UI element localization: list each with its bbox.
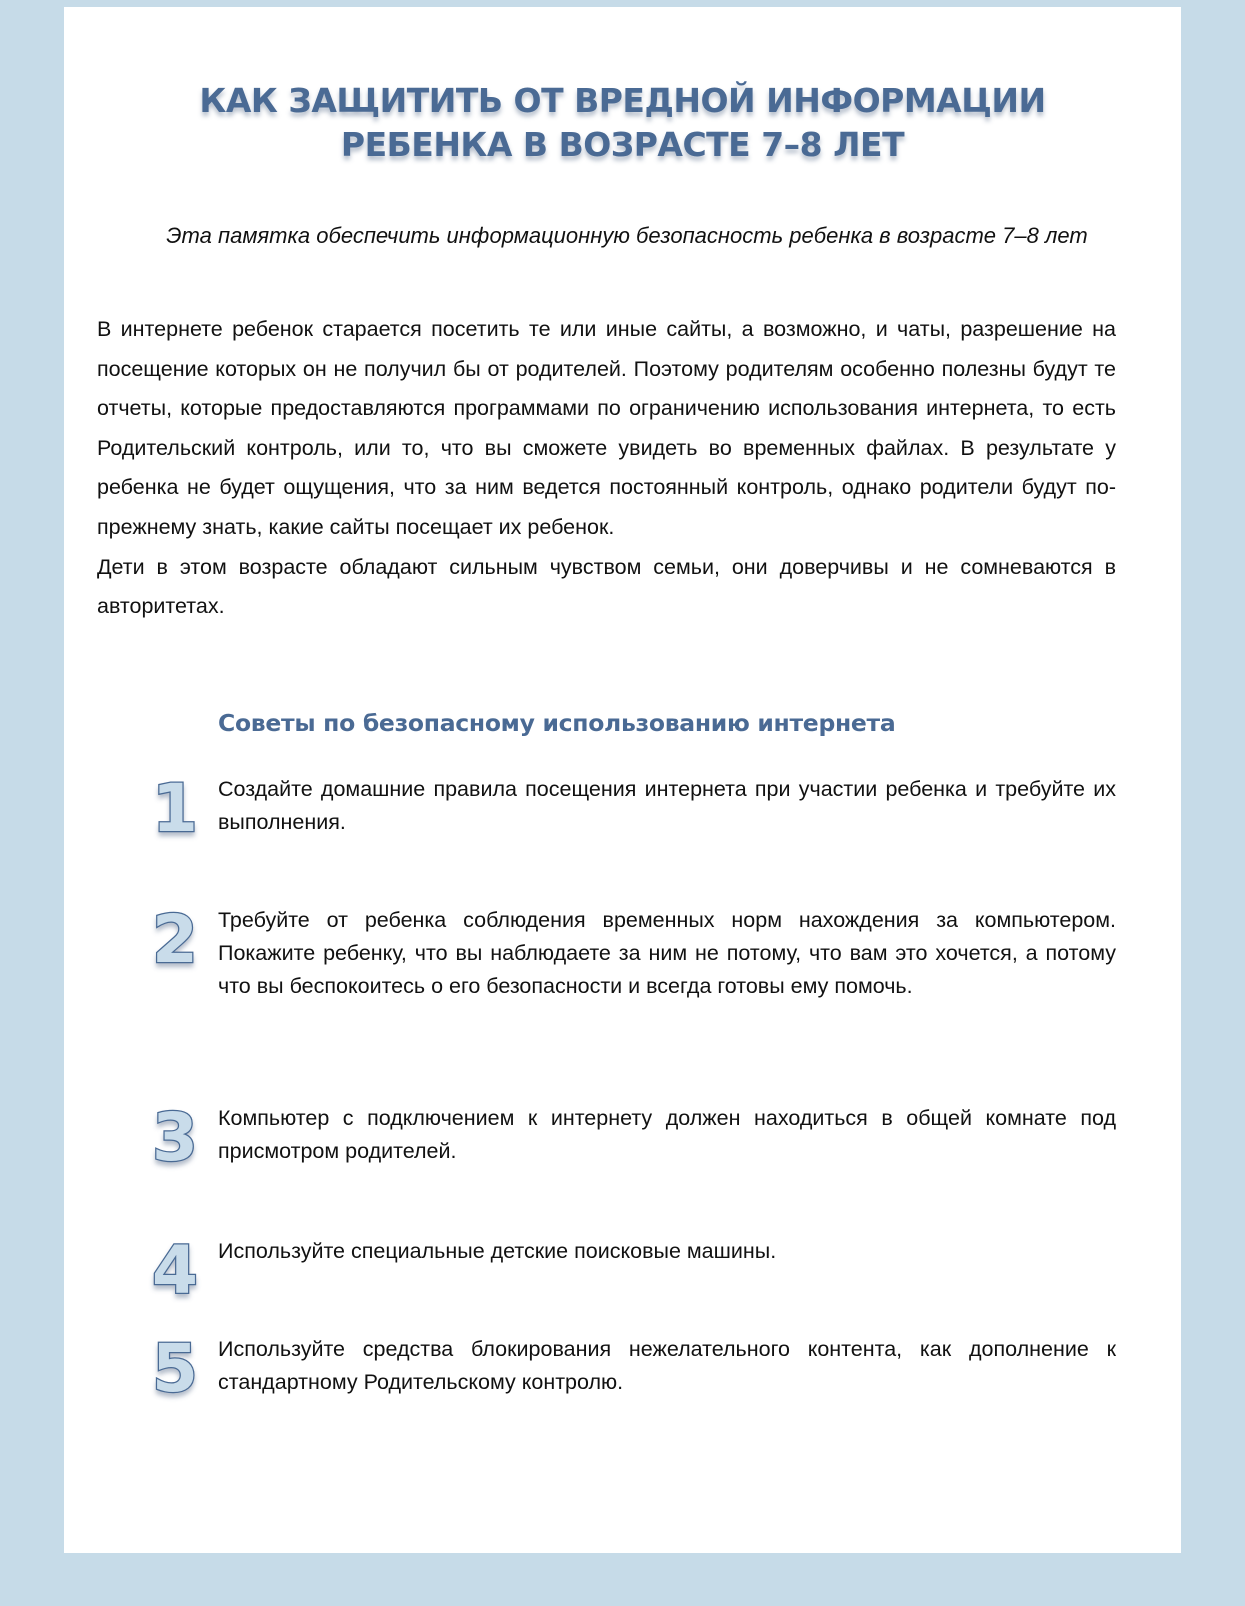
tip-text: Компьютер с подключением к интернету должен находиться в общей комнате под присмотром родителей. <box>218 1106 1116 1163</box>
number-2-icon <box>148 901 202 978</box>
tip-number: 3 <box>152 1099 198 1176</box>
subtitle: Эта памятка обеспечить информационную безопасность ребенка в возрасте 7–8 лет <box>166 223 1088 248</box>
tip-text: Создайте домашние правила посещения интернета при участии ребенка и требуйте их выполнения. <box>218 777 1116 834</box>
tip-text: Требуйте от ребенка соблюдения временных норм нахождения за компьютером. Покажите ребенку, что вы наблюдаете за ним не потому, что вам это хочется, а потому что вы беспокоитесь о его безопасности и всегда готовы ему помочь. <box>218 908 1116 998</box>
page-title-line-2: РЕБЕНКА В ВОЗРАСТЕ 7–8 ЛЕТ <box>340 125 905 164</box>
page-title-line-1: КАК ЗАЩИТИТЬ ОТ ВРЕДНОЙ ИНФОРМАЦИИ <box>199 81 1046 120</box>
tip-text: Используйте средства блокирования нежелательного контента, как дополнение к стандартному Родительскому контролю. <box>218 1337 1116 1394</box>
tip-text: Используйте специальные детские поисковые машины. <box>218 1239 777 1263</box>
document-page <box>64 7 1181 1553</box>
tip-number: 5 <box>152 1330 198 1407</box>
section-heading: Советы по безопасному использованию интернета <box>218 709 896 737</box>
number-4-icon <box>148 1232 202 1309</box>
number-5-icon <box>148 1330 202 1407</box>
page-title <box>64 79 1181 167</box>
number-1-icon <box>148 770 202 847</box>
tip-number: 1 <box>152 770 198 847</box>
tip-number: 2 <box>152 901 198 978</box>
intro-paragraph-2: Дети в этом возрасте обладают сильным чувством семьи, они доверчивы и не сомневаются в авторитетах. <box>97 554 1116 619</box>
intro-paragraph-1: В интернете ребенок старается посетить те или иные сайты, а возможно, и чаты, разрешение на посещение которых он не получил бы от родителей. Поэтому родителям особенно полезны будут те отчеты, которые предоставляются программами по ограничению использования интернета, то есть Родительский контроль, или то, что вы сможете увидеть во временных файлах. В результате у ребенка не будет ощущения, что за ним ведется постоянный контроль, однако родители будут по-прежнему знать, какие сайты посещает их ребенок. <box>97 317 1116 539</box>
number-3-icon <box>148 1099 202 1176</box>
tip-number: 4 <box>152 1232 198 1309</box>
intro-text <box>97 310 1116 627</box>
